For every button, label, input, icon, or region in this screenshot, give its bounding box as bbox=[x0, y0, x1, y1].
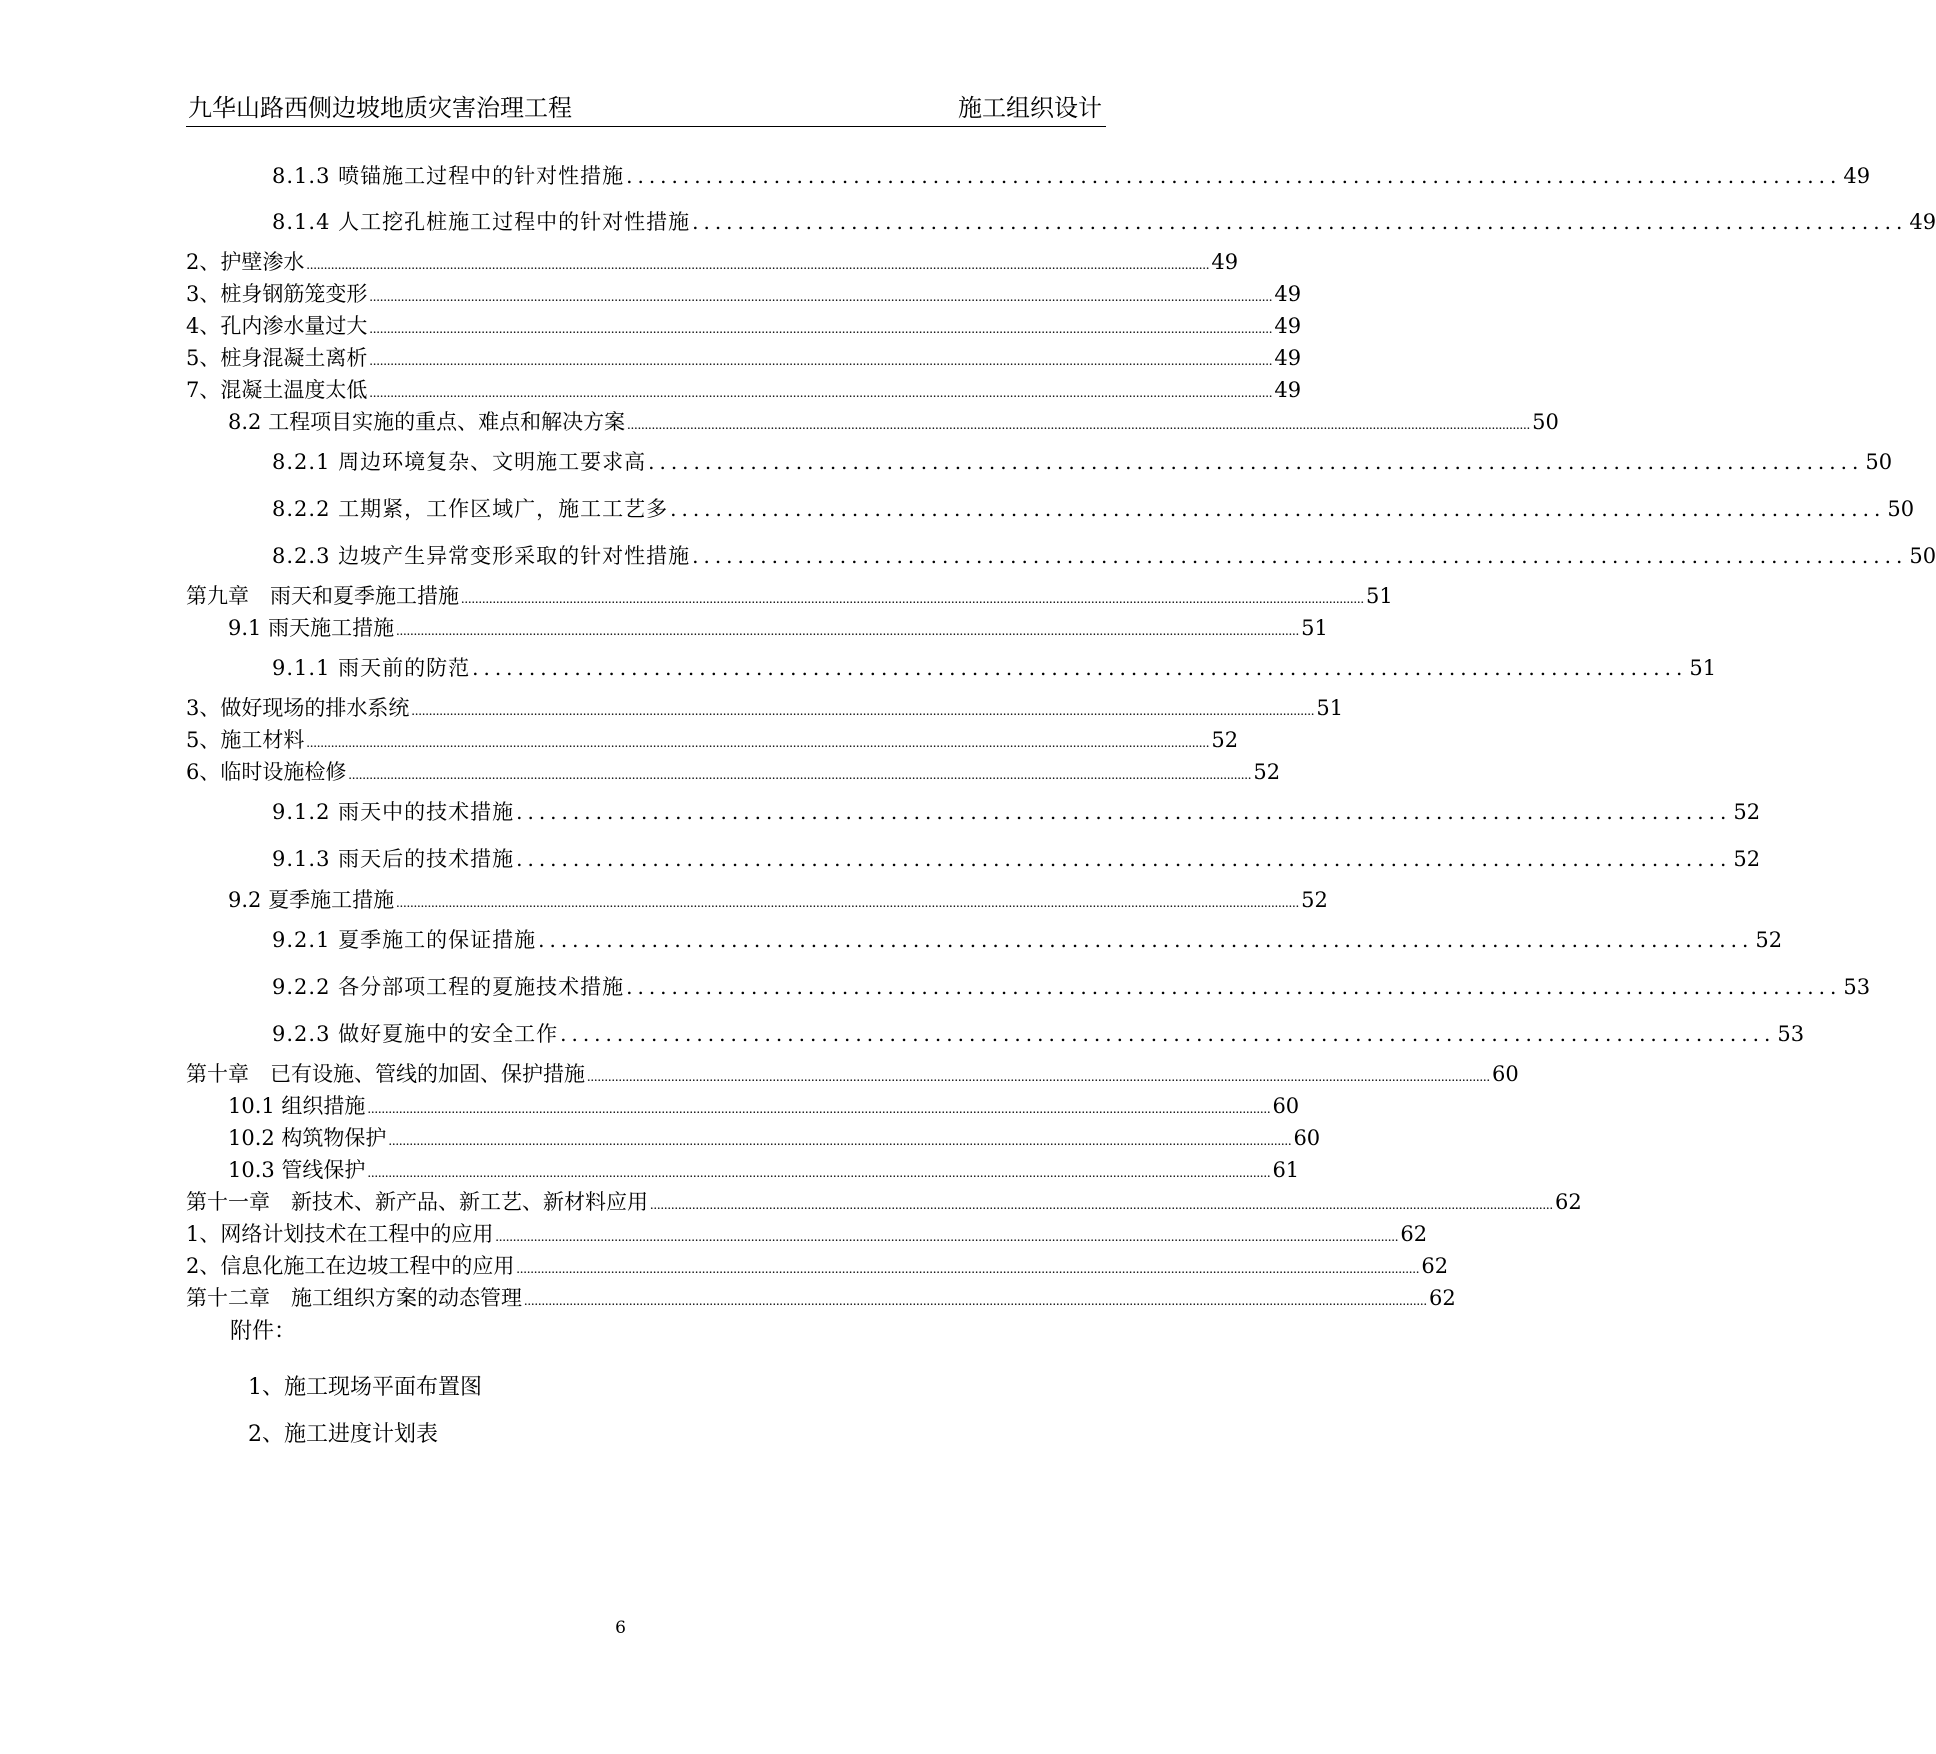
leader-dots: ........................................................................................................... bbox=[560, 1022, 1776, 1046]
leader-dots: .................................................................................................................................................................................................................................................................. bbox=[348, 768, 1252, 783]
leader-dots: ........................................................................................................... bbox=[626, 164, 1842, 188]
toc-entry[interactable]: 5、施工材料 .................................................................................................................................................................................................................................................................. 52 bbox=[186, 728, 1239, 752]
toc-entry[interactable]: 7、混凝土温度太低 .................................................................................................................................................................................................................................................................. 49 bbox=[186, 378, 1302, 402]
leader-dots: ........................................................................................................... bbox=[516, 800, 1732, 824]
toc-entry[interactable]: 8.2.2 工期紧，工作区域广，施工工艺多 ........................................................................................................... 50 bbox=[272, 497, 1915, 521]
toc-entry[interactable]: 3、桩身钢筋笼变形 .................................................................................................................................................................................................................................................................. 49 bbox=[186, 282, 1302, 306]
page-number: 6 bbox=[615, 1618, 626, 1638]
toc-entry[interactable]: 第九章 雨天和夏季施工措施 .................................................................................................................................................................................................................................................................. 51 bbox=[186, 584, 1393, 608]
leader-dots: ........................................................................................................... bbox=[670, 497, 1886, 521]
leader-dots: .................................................................................................................................................................................................................................................................. bbox=[495, 1230, 1399, 1245]
attachment-item[interactable]: 2、施工进度计划表 bbox=[248, 1422, 438, 1447]
toc-entry[interactable]: 9.1 雨天施工措施 .................................................................................................................................................................................................................................................................. 51 bbox=[228, 616, 1328, 640]
toc-entry[interactable]: 5、桩身混凝土离析 .................................................................................................................................................................................................................................................................. 49 bbox=[186, 346, 1302, 370]
leader-dots: .................................................................................................................................................................................................................................................................. bbox=[369, 322, 1273, 337]
leader-dots: .................................................................................................................................................................................................................................................................. bbox=[650, 1198, 1553, 1213]
leader-dots: .................................................................................................................................................................................................................................................................. bbox=[524, 1294, 1427, 1309]
leader-dots: .................................................................................................................................................................................................................................................................. bbox=[388, 1134, 1292, 1149]
toc-entry[interactable]: 4、孔内渗水量过大 .................................................................................................................................................................................................................................................................. 49 bbox=[186, 314, 1302, 338]
leader-dots: ........................................................................................................... bbox=[516, 847, 1732, 871]
leader-dots: .................................................................................................................................................................................................................................................................. bbox=[396, 896, 1300, 911]
leader-dots: .................................................................................................................................................................................................................................................................. bbox=[369, 354, 1273, 369]
leader-dots: .................................................................................................................................................................................................................................................................. bbox=[627, 418, 1531, 433]
leader-dots: .................................................................................................................................................................................................................................................................. bbox=[369, 290, 1273, 305]
toc-entry[interactable]: 第十章 已有设施、管线的加固、保护措施 .................................................................................................................................................................................................................................................................. 60 bbox=[186, 1062, 1519, 1086]
leader-dots: .................................................................................................................................................................................................................................................................. bbox=[411, 704, 1315, 719]
leader-dots: .................................................................................................................................................................................................................................................................. bbox=[396, 624, 1300, 639]
leader-dots: ........................................................................................................... bbox=[472, 656, 1688, 680]
toc-entry[interactable]: 8.2.3 边坡产生异常变形采取的针对性措施 ........................................................................................................... 50 bbox=[272, 544, 1936, 568]
leader-dots: .................................................................................................................................................................................................................................................................. bbox=[367, 1102, 1271, 1117]
leader-dots: ........................................................................................................... bbox=[692, 544, 1908, 568]
page-header bbox=[186, 88, 1106, 127]
toc-entry[interactable]: 1、网络计划技术在工程中的应用 .................................................................................................................................................................................................................................................................. 62 bbox=[186, 1222, 1428, 1246]
toc-entry[interactable]: 8.1.4 人工挖孔桩施工过程中的针对性措施 ........................................................................................................... 49 bbox=[272, 210, 1936, 234]
toc-entry[interactable]: 10.1 组织措施 .................................................................................................................................................................................................................................................................. 60 bbox=[228, 1094, 1300, 1118]
leader-dots: .................................................................................................................................................................................................................................................................. bbox=[587, 1070, 1490, 1085]
toc-entry[interactable]: 8.2 工程项目实施的重点、难点和解决方案 .................................................................................................................................................................................................................................................................. 50 bbox=[228, 410, 1559, 434]
toc-entry[interactable]: 2、信息化施工在边坡工程中的应用 .................................................................................................................................................................................................................................................................. 62 bbox=[186, 1254, 1449, 1278]
attachments-heading: 附件： bbox=[230, 1319, 297, 1344]
leader-dots: ........................................................................................................... bbox=[626, 975, 1842, 999]
toc-entry[interactable]: 10.2 构筑物保护 .................................................................................................................................................................................................................................................................. 60 bbox=[228, 1126, 1321, 1150]
toc-entry[interactable]: 8.1.3 喷锚施工过程中的针对性措施 ........................................................................................................... 49 bbox=[272, 164, 1871, 188]
leader-dots: .................................................................................................................................................................................................................................................................. bbox=[367, 1166, 1271, 1181]
toc-entry[interactable]: 9.2.3 做好夏施中的安全工作 ........................................................................................................... 53 bbox=[272, 1022, 1805, 1046]
toc-entry[interactable]: 2、护壁渗水 .................................................................................................................................................................................................................................................................. 49 bbox=[186, 250, 1239, 274]
leader-dots: ........................................................................................................... bbox=[538, 928, 1754, 952]
leader-dots: .................................................................................................................................................................................................................................................................. bbox=[516, 1262, 1420, 1277]
document-type: 施工组织设计 bbox=[958, 94, 1102, 122]
leader-dots: .................................................................................................................................................................................................................................................................. bbox=[306, 736, 1210, 751]
toc-entry[interactable]: 9.1.2 雨天中的技术措施 ........................................................................................................... 52 bbox=[272, 800, 1761, 824]
toc-entry[interactable]: 9.2 夏季施工措施 .................................................................................................................................................................................................................................................................. 52 bbox=[228, 888, 1328, 912]
toc-entry[interactable]: 3、做好现场的排水系统 .................................................................................................................................................................................................................................................................. 51 bbox=[186, 696, 1344, 720]
leader-dots: .................................................................................................................................................................................................................................................................. bbox=[461, 592, 1364, 607]
toc-entry[interactable]: 8.2.1 周边环境复杂、文明施工要求高 ........................................................................................................... 50 bbox=[272, 450, 1893, 474]
toc-entry[interactable]: 第十二章 施工组织方案的动态管理 .................................................................................................................................................................................................................................................................. 62 bbox=[186, 1286, 1456, 1310]
project-title: 九华山路西侧边坡地质灾害治理工程 bbox=[188, 94, 572, 122]
toc-entry[interactable]: 10.3 管线保护 .................................................................................................................................................................................................................................................................. 61 bbox=[228, 1158, 1300, 1182]
toc-entry[interactable]: 9.2.2 各分部项工程的夏施技术措施 ........................................................................................................... 53 bbox=[272, 975, 1871, 999]
leader-dots: .................................................................................................................................................................................................................................................................. bbox=[306, 258, 1210, 273]
leader-dots: .................................................................................................................................................................................................................................................................. bbox=[369, 386, 1273, 401]
toc-entry[interactable]: 9.2.1 夏季施工的保证措施 ........................................................................................................... 52 bbox=[272, 928, 1783, 952]
leader-dots: ........................................................................................................... bbox=[692, 210, 1908, 234]
toc-entry[interactable]: 6、临时设施检修 .................................................................................................................................................................................................................................................................. 52 bbox=[186, 760, 1281, 784]
attachment-item[interactable]: 1、施工现场平面布置图 bbox=[248, 1375, 482, 1400]
toc-entry[interactable]: 第十一章 新技术、新产品、新工艺、新材料应用 .................................................................................................................................................................................................................................................................. 62 bbox=[186, 1190, 1582, 1214]
toc-entry[interactable]: 9.1.3 雨天后的技术措施 ........................................................................................................... 52 bbox=[272, 847, 1761, 871]
leader-dots: ........................................................................................................... bbox=[648, 450, 1864, 474]
toc-entry[interactable]: 9.1.1 雨天前的防范 ........................................................................................................... 51 bbox=[272, 656, 1717, 680]
